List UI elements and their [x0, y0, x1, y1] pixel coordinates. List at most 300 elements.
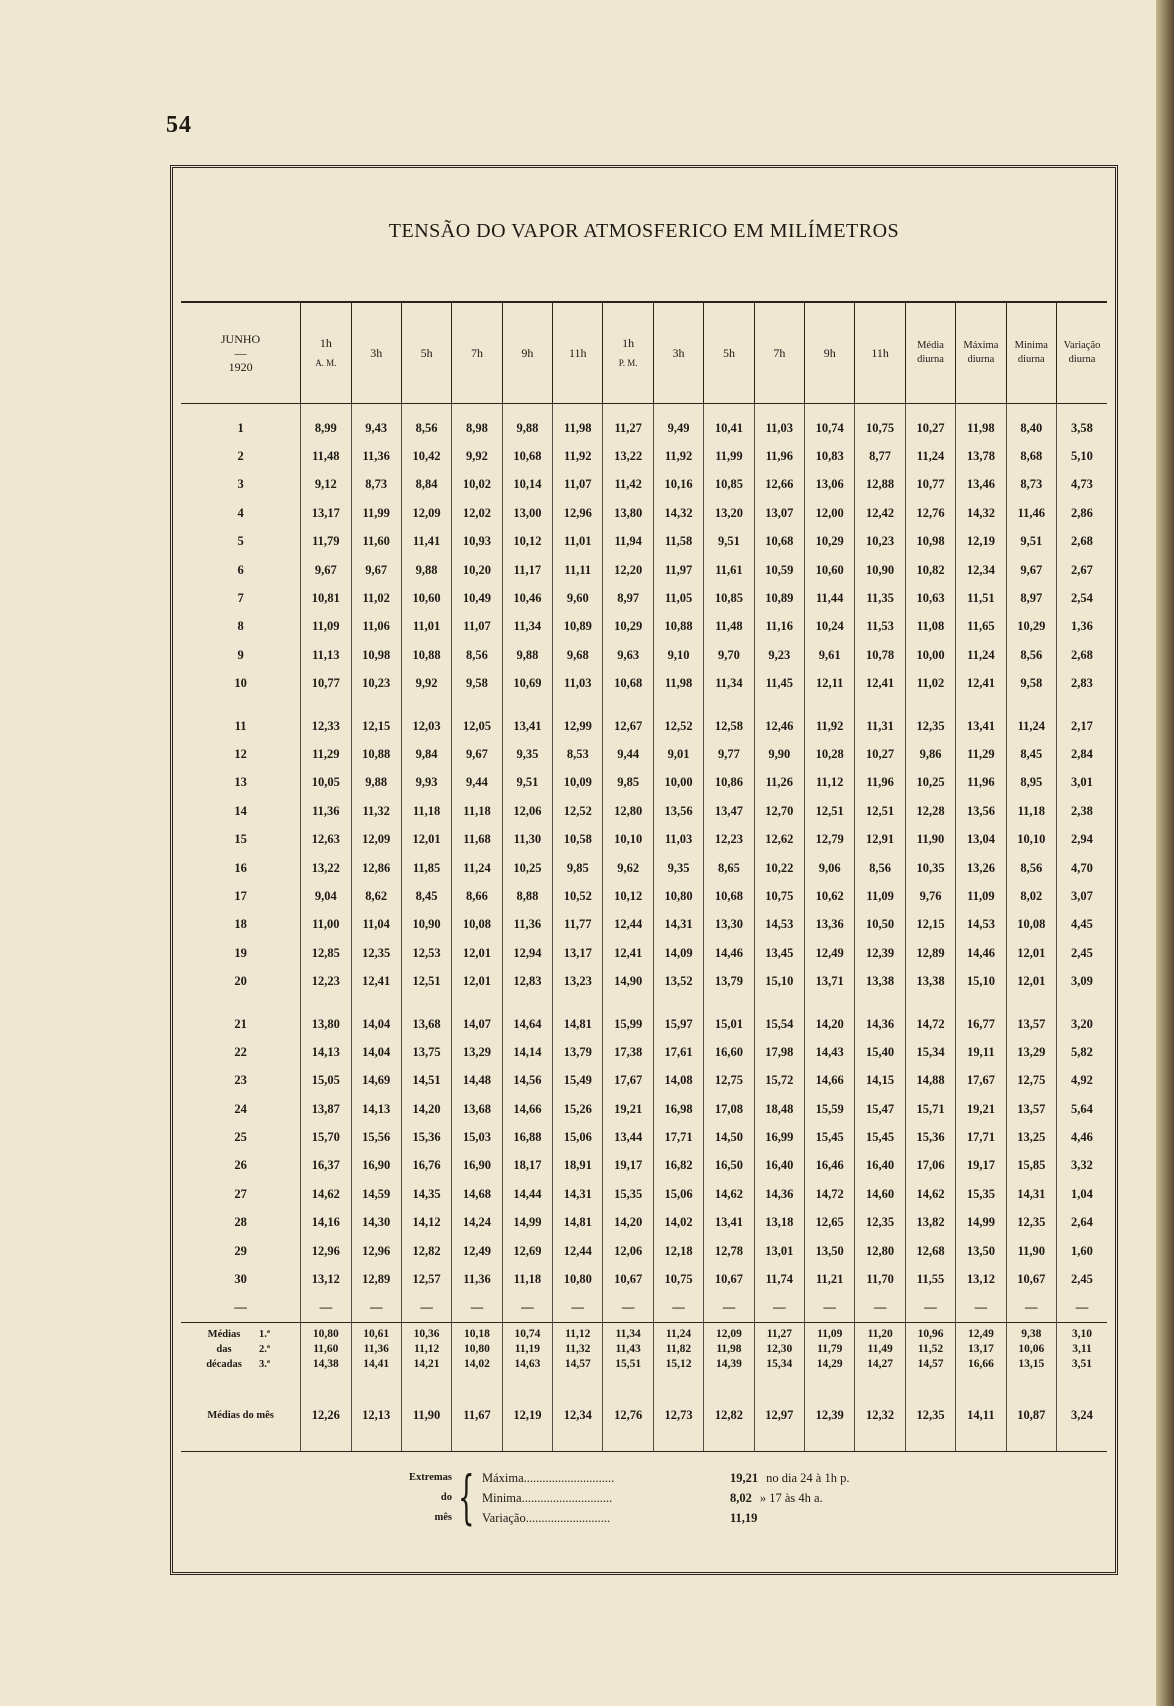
value-cell: 9,63	[603, 641, 653, 669]
value-cell: 8,62	[351, 882, 401, 910]
value-cell: 9,58	[452, 670, 502, 698]
value-cell: 12,69	[502, 1237, 552, 1265]
value-cell: 10,25	[502, 854, 552, 882]
value-cell: 9,06	[805, 854, 855, 882]
value-cell: 10,82	[905, 556, 955, 584]
value-cell: 10,12	[502, 528, 552, 556]
value-cell: 13,75	[401, 1038, 451, 1066]
value-cell: 11,18	[401, 797, 451, 825]
header-col-14	[956, 302, 1006, 404]
spacer-row	[181, 698, 1107, 712]
value-cell: 12,96	[553, 499, 603, 527]
value-cell: 2,67	[1056, 556, 1107, 584]
value-cell: 13,07	[754, 499, 804, 527]
decade-value: 11,34	[615, 1327, 641, 1340]
value-cell: 10,09	[553, 769, 603, 797]
value-cell: 13,41	[502, 712, 552, 740]
value-cell: 12,09	[351, 825, 401, 853]
value-cell: 12,80	[855, 1237, 905, 1265]
data-table	[181, 301, 1107, 1452]
spacer-cell	[181, 996, 301, 1010]
value-cell: 11,85	[401, 854, 451, 882]
value-cell: 16,82	[653, 1152, 703, 1180]
value-cell: 13,22	[603, 442, 653, 470]
dash-cell: —	[553, 1294, 603, 1323]
value-cell: 10,28	[805, 740, 855, 768]
value-cell: 11,36	[502, 911, 552, 939]
value-cell: 10,22	[754, 854, 804, 882]
value-cell: 17,71	[956, 1123, 1006, 1151]
value-cell: 11,46	[1006, 499, 1056, 527]
day-cell: 14	[234, 803, 247, 818]
spacer-cell	[754, 698, 804, 712]
decade-label-word: das	[216, 1343, 232, 1355]
table-row	[181, 712, 1107, 740]
value-cell: 10,46	[502, 584, 552, 612]
dash-cell: —	[956, 1294, 1006, 1323]
value-cell: 12,01	[1006, 967, 1056, 995]
decade-value: 11,49	[867, 1342, 893, 1355]
value-cell: 12,66	[754, 471, 804, 499]
decade-ordinal: 1.ª	[259, 1328, 271, 1340]
value-cell: 10,23	[855, 528, 905, 556]
value-cell: 11,94	[603, 528, 653, 556]
value-cell: 15,45	[805, 1123, 855, 1151]
value-cell: 12,78	[704, 1237, 754, 1265]
value-cell: 11,34	[704, 670, 754, 698]
decade-values-cell	[553, 1322, 603, 1381]
spacer-cell	[1056, 996, 1107, 1010]
header-am: A. M.	[315, 358, 337, 368]
value-cell: 12,89	[351, 1265, 401, 1293]
value-cell: 9,58	[1006, 670, 1056, 698]
value-cell: 13,30	[704, 911, 754, 939]
value-cell: 9,92	[452, 442, 502, 470]
header-col-2	[351, 302, 401, 404]
value-cell: 15,01	[704, 1010, 754, 1038]
day-cell: 20	[234, 974, 247, 989]
decade-value: 16,66	[967, 1357, 994, 1370]
header-col-15	[1006, 302, 1056, 404]
table-row	[181, 641, 1107, 669]
value-cell: 10,90	[855, 556, 905, 584]
value-cell: 8,97	[1006, 584, 1056, 612]
value-cell: 14,50	[704, 1123, 754, 1151]
value-cell: 9,12	[301, 471, 351, 499]
value-cell: 12,09	[401, 499, 451, 527]
header-col-label: 3h	[370, 346, 383, 360]
value-cell: 10,68	[704, 882, 754, 910]
day-cell: 29	[234, 1243, 247, 1258]
value-cell: 12,01	[401, 825, 451, 853]
value-cell: 11,30	[502, 825, 552, 853]
value-cell: 11,36	[452, 1265, 502, 1293]
value-cell: 10,12	[603, 882, 653, 910]
value-cell: 10,23	[351, 670, 401, 698]
value-cell: 16,46	[805, 1152, 855, 1180]
value-cell: 14,60	[855, 1180, 905, 1208]
day-cell: 30	[234, 1272, 247, 1287]
value-cell: 11,03	[553, 670, 603, 698]
day-cell: 24	[234, 1101, 247, 1116]
decade-value: 10,74	[514, 1327, 541, 1340]
value-cell: 12,63	[301, 825, 351, 853]
value-cell: 12,41	[855, 670, 905, 698]
value-cell: 11,04	[351, 911, 401, 939]
month-mean-value: 3,24	[1056, 1381, 1107, 1452]
value-cell: 11,34	[502, 613, 552, 641]
value-cell: 10,77	[905, 471, 955, 499]
value-cell: 11,98	[653, 670, 703, 698]
value-cell: 13,46	[956, 471, 1006, 499]
value-cell: 10,29	[603, 613, 653, 641]
header-year: 1920	[228, 360, 253, 374]
value-cell: 11,90	[905, 825, 955, 853]
value-cell: 16,60	[704, 1038, 754, 1066]
value-cell: 16,77	[956, 1010, 1006, 1038]
table-row	[181, 442, 1107, 470]
value-cell: 14,99	[502, 1209, 552, 1237]
value-cell: 11,35	[855, 584, 905, 612]
value-cell: 12,41	[603, 939, 653, 967]
value-cell: 3,09	[1056, 967, 1107, 995]
table-row	[181, 1209, 1107, 1237]
value-cell: 14,59	[351, 1180, 401, 1208]
value-cell: 9,61	[805, 641, 855, 669]
value-cell: 12,39	[855, 939, 905, 967]
day-cell: 23	[234, 1073, 247, 1088]
header-col-label: Minima diurna	[1014, 340, 1048, 365]
value-cell: 13,50	[956, 1237, 1006, 1265]
value-cell: 15,36	[905, 1123, 955, 1151]
value-cell: 9,70	[704, 641, 754, 669]
value-cell: 11,48	[704, 613, 754, 641]
decade-values-cell	[956, 1322, 1006, 1381]
header-col-16	[1056, 302, 1107, 404]
value-cell: 11,58	[653, 528, 703, 556]
value-cell: 10,75	[754, 882, 804, 910]
value-cell: 14,32	[956, 499, 1006, 527]
month-mean-value: 12,39	[805, 1381, 855, 1452]
value-cell: 12,82	[401, 1237, 451, 1265]
value-cell: 12,70	[754, 797, 804, 825]
value-cell: 9,51	[502, 769, 552, 797]
header-col-label: Média diurna	[917, 340, 944, 365]
value-cell: 10,58	[553, 825, 603, 853]
value-cell: 12,33	[301, 712, 351, 740]
decade-values-cell	[653, 1322, 703, 1381]
value-cell: 16,98	[653, 1095, 703, 1123]
value-cell: 8,88	[502, 882, 552, 910]
value-cell: 13,57	[1006, 1095, 1056, 1123]
spacer-cell	[452, 996, 502, 1010]
header-col-label: Variação diurna	[1063, 340, 1101, 365]
value-cell: 10,52	[553, 882, 603, 910]
value-cell: 10,20	[452, 556, 502, 584]
extreme-max	[482, 1468, 1082, 1488]
value-cell: 13,01	[754, 1237, 804, 1265]
table-row	[181, 613, 1107, 641]
decade-value: 13,17	[967, 1342, 994, 1355]
value-cell: 2,45	[1056, 939, 1107, 967]
header-month-year	[181, 302, 301, 404]
decade-value: 11,98	[716, 1342, 742, 1355]
extremes-label-line-1: Extremas	[409, 1472, 452, 1483]
page-edge	[1156, 0, 1174, 1706]
value-cell: 8,68	[1006, 442, 1056, 470]
value-cell: 15,10	[956, 967, 1006, 995]
spacer-cell	[502, 996, 552, 1010]
table-row	[181, 911, 1107, 939]
value-cell: 15,71	[905, 1095, 955, 1123]
value-cell: 10,81	[301, 584, 351, 612]
value-cell: 15,47	[855, 1095, 905, 1123]
decade-value: 11,27	[766, 1327, 792, 1340]
day-cell: 26	[234, 1158, 247, 1173]
value-cell: 14,12	[401, 1209, 451, 1237]
spacer-cell	[653, 698, 703, 712]
header-col-11	[805, 302, 855, 404]
decade-value: 14,29	[816, 1357, 843, 1370]
header-pm: P. M.	[618, 358, 638, 368]
decade-value: 11,32	[565, 1342, 591, 1355]
decade-value: 10,80	[312, 1327, 339, 1340]
spacer-cell	[452, 698, 502, 712]
decade-value: 11,20	[867, 1327, 893, 1340]
value-cell: 9,44	[603, 740, 653, 768]
value-cell: 14,13	[301, 1038, 351, 1066]
value-cell: 9,35	[653, 854, 703, 882]
value-cell: 12,35	[855, 1209, 905, 1237]
decade-values-cell	[351, 1322, 401, 1381]
value-cell: 12,91	[855, 825, 905, 853]
value-cell: 12,51	[855, 797, 905, 825]
value-cell: 10,10	[1006, 825, 1056, 853]
value-cell: 10,67	[704, 1265, 754, 1293]
value-cell: 12,20	[603, 556, 653, 584]
value-cell: 12,28	[905, 797, 955, 825]
value-cell: 13,38	[855, 967, 905, 995]
value-cell: 9,93	[401, 769, 451, 797]
header-col-label: 11h	[871, 346, 889, 360]
table-row	[181, 1010, 1107, 1038]
value-cell: 11,96	[956, 769, 1006, 797]
value-cell: 8,56	[855, 854, 905, 882]
value-cell: 17,08	[704, 1095, 754, 1123]
value-cell: 13,44	[603, 1123, 653, 1151]
value-cell: 8,97	[603, 584, 653, 612]
value-cell: 14,15	[855, 1067, 905, 1095]
value-cell: 14,43	[805, 1038, 855, 1066]
page-number: 54	[166, 112, 192, 138]
day-cell: 9	[237, 647, 244, 662]
value-cell: 14,16	[301, 1209, 351, 1237]
value-cell: 9,85	[603, 769, 653, 797]
table-row	[181, 1237, 1107, 1265]
dash-cell: —	[1056, 1294, 1107, 1323]
value-cell: 10,85	[704, 584, 754, 612]
value-cell: 13,41	[956, 712, 1006, 740]
decade-value: 11,19	[514, 1342, 540, 1355]
value-cell: 11,97	[653, 556, 703, 584]
decade-value: 15,34	[766, 1357, 793, 1370]
table-row	[181, 670, 1107, 698]
value-cell: 13,06	[805, 471, 855, 499]
value-cell: 11,92	[653, 442, 703, 470]
value-cell: 2,54	[1056, 584, 1107, 612]
value-cell: 14,46	[704, 939, 754, 967]
extreme-variation-value: 11,19	[730, 1511, 758, 1525]
value-cell: 11,02	[351, 584, 401, 612]
value-cell: 8,56	[1006, 641, 1056, 669]
spacer-cell	[553, 996, 603, 1010]
value-cell: 8,66	[452, 882, 502, 910]
spacer-cell	[401, 996, 451, 1010]
value-cell: 14,66	[502, 1095, 552, 1123]
value-cell: 13,52	[653, 967, 703, 995]
value-cell: 13,23	[553, 967, 603, 995]
value-cell: 8,73	[1006, 471, 1056, 499]
header-col-label: 3h	[672, 346, 685, 360]
value-cell: 12,06	[502, 797, 552, 825]
decade-value: 11,09	[817, 1327, 843, 1340]
day-cell: 2	[237, 449, 244, 464]
value-cell: 12,57	[401, 1265, 451, 1293]
value-cell: 2,38	[1056, 797, 1107, 825]
day-cell: 19	[234, 945, 247, 960]
value-cell: 10,16	[653, 471, 703, 499]
day-cell: 15	[234, 832, 247, 847]
month-mean-value: 12,35	[905, 1381, 955, 1452]
value-cell: 14,20	[603, 1209, 653, 1237]
value-cell: 12,35	[351, 939, 401, 967]
value-cell: 11,24	[452, 854, 502, 882]
value-cell: 12,01	[1006, 939, 1056, 967]
value-cell: 14,90	[603, 967, 653, 995]
value-cell: 8,77	[855, 442, 905, 470]
extreme-max-value: 19,21	[730, 1471, 759, 1485]
value-cell: 3,07	[1056, 882, 1107, 910]
month-mean-value: 11,90	[401, 1381, 451, 1452]
value-cell: 8,98	[452, 404, 502, 443]
value-cell: 2,17	[1056, 712, 1107, 740]
value-cell: 17,71	[653, 1123, 703, 1151]
header-col-7	[603, 302, 653, 404]
table-row	[181, 499, 1107, 527]
dash-cell: —	[754, 1294, 804, 1323]
value-cell: 2,94	[1056, 825, 1107, 853]
day-cell: 8	[237, 619, 244, 634]
value-cell: 15,72	[754, 1067, 804, 1095]
value-cell: 14,24	[452, 1209, 502, 1237]
spacer-cell	[754, 996, 804, 1010]
table-body	[181, 404, 1107, 1452]
value-cell: 10,67	[1006, 1265, 1056, 1293]
value-cell: 11,18	[502, 1265, 552, 1293]
value-cell: 4,73	[1056, 471, 1107, 499]
value-cell: 2,83	[1056, 670, 1107, 698]
value-cell: 14,04	[351, 1010, 401, 1038]
value-cell: 9,77	[704, 740, 754, 768]
value-cell: 13,41	[704, 1209, 754, 1237]
extreme-min-note: » 17 às 4h a.	[759, 1491, 823, 1505]
spacer-cell	[1006, 698, 1056, 712]
value-cell: 12,75	[1006, 1067, 1056, 1095]
value-cell: 11,09	[956, 882, 1006, 910]
month-mean-value: 12,97	[754, 1381, 804, 1452]
value-cell: 9,88	[502, 404, 552, 443]
value-cell: 11,53	[855, 613, 905, 641]
value-cell: 11,48	[301, 442, 351, 470]
value-cell: 19,11	[956, 1038, 1006, 1066]
value-cell: 15,56	[351, 1123, 401, 1151]
month-mean-value: 14,11	[956, 1381, 1006, 1452]
value-cell: 14,53	[956, 911, 1006, 939]
value-cell: 15,34	[905, 1038, 955, 1066]
header-col-label: 7h	[773, 346, 786, 360]
dash-cell: —	[603, 1294, 653, 1323]
value-cell: 11,96	[855, 769, 905, 797]
value-cell: 14,88	[905, 1067, 955, 1095]
header-col-12	[855, 302, 905, 404]
value-cell: 9,67	[1006, 556, 1056, 584]
value-cell: 14,99	[956, 1209, 1006, 1237]
value-cell: 16,90	[452, 1152, 502, 1180]
value-cell: 14,66	[805, 1067, 855, 1095]
value-cell: 17,38	[603, 1038, 653, 1066]
value-cell: 2,45	[1056, 1265, 1107, 1293]
dash-cell: —	[704, 1294, 754, 1323]
dash-cell: —	[1006, 1294, 1056, 1323]
decade-values-cell	[905, 1322, 955, 1381]
value-cell: 11,79	[301, 528, 351, 556]
value-cell: 13,79	[553, 1038, 603, 1066]
value-cell: 11,18	[452, 797, 502, 825]
day-cell: 11	[234, 718, 247, 733]
day-cell: 10	[234, 676, 247, 691]
value-cell: 10,14	[502, 471, 552, 499]
value-cell: 11,01	[553, 528, 603, 556]
value-cell: 13,18	[754, 1209, 804, 1237]
value-cell: 12,96	[301, 1237, 351, 1265]
decade-values-cell	[855, 1322, 905, 1381]
value-cell: 10,59	[754, 556, 804, 584]
value-cell: 12,00	[805, 499, 855, 527]
month-mean-value: 10,87	[1006, 1381, 1056, 1452]
decade-value: 10,80	[464, 1342, 490, 1355]
value-cell: 16,99	[754, 1123, 804, 1151]
decade-values-cell	[754, 1322, 804, 1381]
value-cell: 12,41	[956, 670, 1006, 698]
value-cell: 15,85	[1006, 1152, 1056, 1180]
day-cell: 12	[234, 746, 247, 761]
table-row	[181, 556, 1107, 584]
month-mean-value: 12,76	[603, 1381, 653, 1452]
value-cell: 12,01	[452, 939, 502, 967]
value-cell: 16,50	[704, 1152, 754, 1180]
day-cell: 22	[234, 1044, 247, 1059]
value-cell: 4,70	[1056, 854, 1107, 882]
value-cell: 15,70	[301, 1123, 351, 1151]
value-cell: 11,90	[1006, 1237, 1056, 1265]
value-cell: 11,98	[553, 404, 603, 443]
decade-value: 11,60	[313, 1342, 339, 1355]
value-cell: 14,46	[956, 939, 1006, 967]
value-cell: 14,81	[553, 1010, 603, 1038]
month-mean-value: 12,82	[704, 1381, 754, 1452]
value-cell: 13,50	[805, 1237, 855, 1265]
value-cell: 19,21	[956, 1095, 1006, 1123]
